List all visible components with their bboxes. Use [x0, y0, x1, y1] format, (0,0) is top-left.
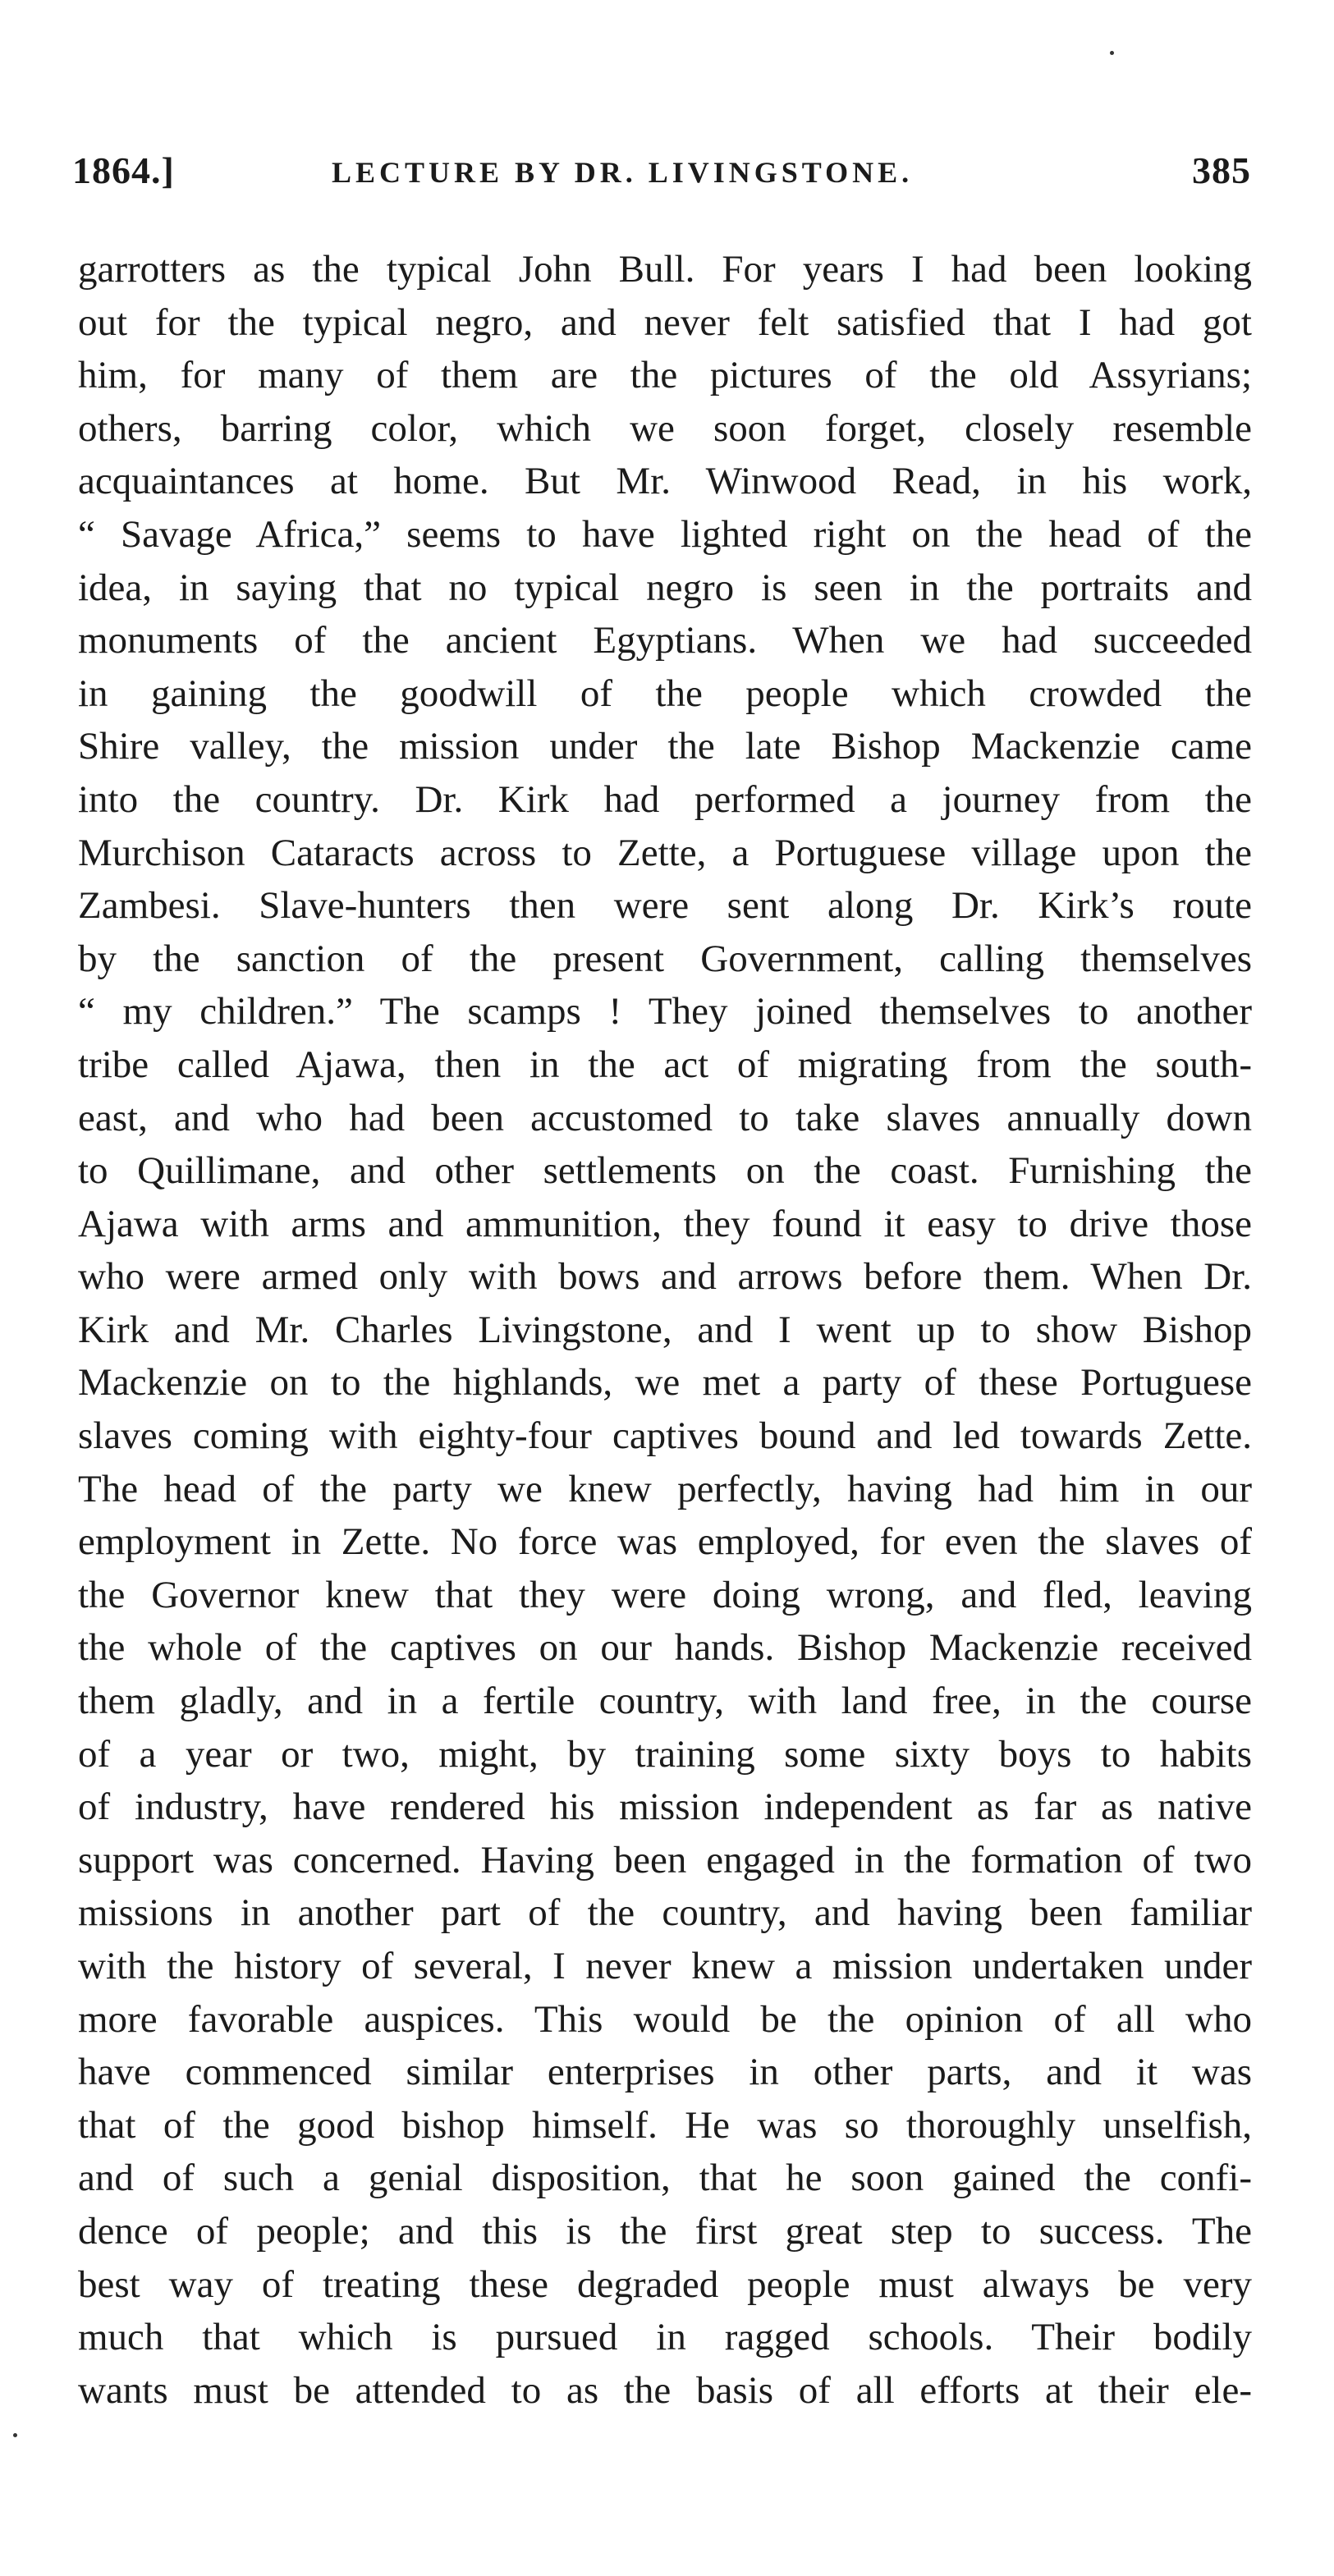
text-line: Mackenzie on to the highlands, we met a party of these Portuguese [78, 1361, 1252, 1405]
text-line: others, barring color, which we soon forget, closely resemble [78, 406, 1252, 450]
text-line: Murchison Cataracts across to Zette, a Portuguese village upon the [78, 831, 1252, 874]
text-line: monuments of the ancient Egyptians. When we had succeeded [78, 619, 1252, 662]
text-line: into the country. Dr. Kirk had performed a journey from the [78, 777, 1252, 821]
text-line: “ Savage Africa,” seems to have lighted right on the head of the [78, 512, 1252, 556]
text-line: by the sanction of the present Government, calling themselves [78, 937, 1252, 980]
text-line: the Governor knew that they were doing wrong, and fled, leaving [78, 1573, 1252, 1616]
text-line: support was concerned. Having been engaged in the formation of two [78, 1838, 1252, 1882]
running-head-year: 1864.] [72, 149, 175, 191]
text-line: dence of people; and this is the first great step to success. The [78, 2209, 1252, 2253]
text-line: Shire valley, the mission under the late Bishop Mackenzie came [78, 725, 1252, 768]
text-line: “ my children.” The scamps ! They joined themselves to another [78, 990, 1252, 1034]
running-head-title: LECTURE BY DR. LIVINGSTONE. [332, 156, 914, 189]
text-line: idea, in saying that no typical negro is seen in the portraits and [78, 566, 1252, 609]
text-line: employment in Zette. No force was employed, for even the slaves of [78, 1520, 1252, 1564]
text-line: Zambesi. Slave-hunters then were sent along Dr. Kirk’s route [78, 884, 1252, 928]
text-line: east, and who had been accustomed to take slaves annually down [78, 1096, 1252, 1139]
text-line: more favorable auspices. This would be the opinion of all who [78, 1997, 1252, 2041]
text-line: in gaining the goodwill of the people which crowded the [78, 672, 1252, 715]
text-line: the whole of the captives on our hands. Bishop Mackenzie received [78, 1626, 1252, 1670]
print-speck [13, 2433, 17, 2437]
text-line: them gladly, and in a fertile country, with land free, in the course [78, 1680, 1252, 1723]
text-line: garrotters as the typical John Bull. For years I had been looking [78, 248, 1252, 291]
text-line: of a year or two, might, by training some sixty boys to habits [78, 1732, 1252, 1776]
text-line: acquaintances at home. But Mr. Winwood Read, in his work, [78, 460, 1252, 503]
text-line: tribe called Ajawa, then in the act of migrating from the south- [78, 1043, 1252, 1086]
text-line: that of the good bishop himself. He was so thoroughly unselfish, [78, 2103, 1252, 2147]
text-line: out for the typical negro, and never felt satisfied that I had got [78, 300, 1252, 344]
text-line: Kirk and Mr. Charles Livingstone, and I went up to show Bishop [78, 1308, 1252, 1351]
text-line: much that which is pursued in ragged schools. Their bodily [78, 2316, 1252, 2359]
text-line: slaves coming with eighty-four captives bound and led towards Zette. [78, 1414, 1252, 1458]
text-line: with the history of several, I never knew a mission undertaken under [78, 1945, 1252, 1987]
text-line: missions in another part of the country, and having been familiar [78, 1891, 1252, 1935]
text-line: The head of the party we knew perfectly, having had him in our [78, 1467, 1252, 1510]
print-speck [1110, 51, 1114, 55]
text-line: who were armed only with bows and arrows before them. When Dr. [78, 1255, 1252, 1299]
text-line: wants must be attended to as the basis of all efforts at their ele- [78, 2368, 1252, 2412]
text-line: and of such a genial disposition, that he soon gained the confi- [78, 2157, 1252, 2200]
text-line: have commenced similar enterprises in other parts, and it was [78, 2051, 1252, 2094]
running-head [72, 146, 1251, 204]
text-line: him, for many of them are the pictures of the old Assyrians; [78, 354, 1252, 397]
body-text [78, 243, 1252, 2417]
text-line: of industry, have rendered his mission independent as far as native [78, 1785, 1252, 1829]
text-line: to Quillimane, and other settlements on the coast. Furnishing the [78, 1149, 1252, 1193]
text-line: Ajawa with arms and ammunition, they found it easy to drive those [78, 1202, 1252, 1245]
text-line: best way of treating these degraded people must always be very [78, 2262, 1252, 2306]
page-number: 385 [1192, 149, 1251, 191]
